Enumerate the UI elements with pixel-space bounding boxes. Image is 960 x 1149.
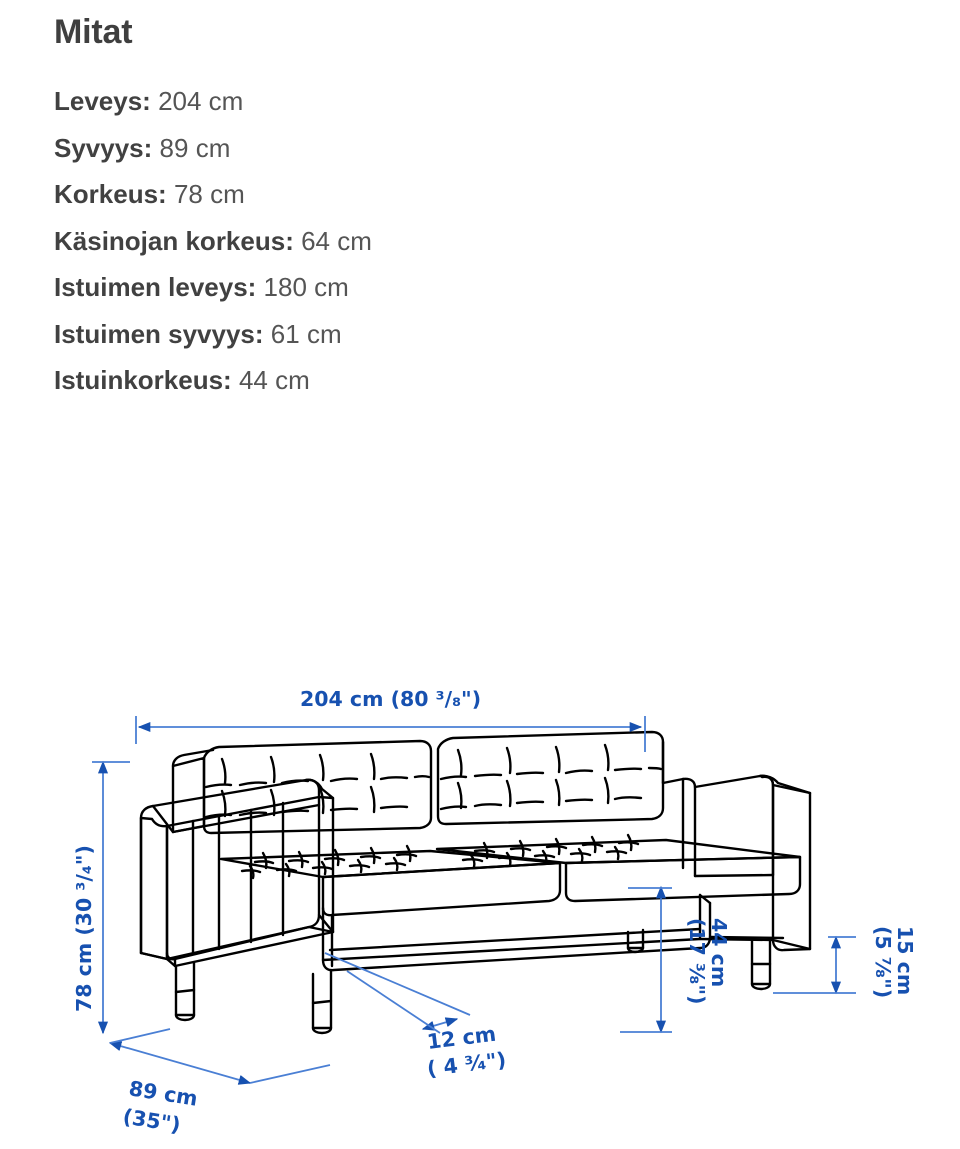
- label-depth-89cm-value: 89 cm: [127, 1076, 200, 1111]
- list-item: [54, 125, 754, 172]
- list-item: [54, 311, 754, 358]
- spec-value: 180 cm: [263, 272, 349, 302]
- list-item: [54, 171, 754, 218]
- label-foot-offset-12cm-inches: ( 4 ³⁄₄"): [425, 1047, 508, 1081]
- label-leg-height-15cm-value: 15 cm: [893, 926, 917, 996]
- label-leg-height-15cm-inches: (5 ⁷⁄₈"): [871, 926, 895, 999]
- spec-value: 78 cm: [173, 179, 245, 209]
- spec-value: 44 cm: [238, 365, 310, 395]
- dimensions-panel: [54, 0, 754, 404]
- spec-label: Korkeus:: [54, 179, 167, 209]
- label-seat-height-44cm-inches: (17 ³⁄₈"): [685, 918, 709, 1005]
- label-seat-height-44cm-value: 44 cm: [707, 918, 731, 988]
- spec-label: Istuimen syvyys:: [54, 318, 264, 349]
- list-item: [54, 218, 754, 265]
- label-depth-89cm-inches: (35"): [121, 1104, 183, 1138]
- spec-label: Leveys:: [54, 86, 151, 116]
- label-width-204cm: 204 cm (80 ³/₈"): [300, 687, 482, 711]
- dimension-labels: [72, 687, 917, 1137]
- spec-value: 89 cm: [159, 132, 231, 163]
- spec-label: Istuimen leveys:: [54, 272, 257, 302]
- list-item: [54, 357, 754, 404]
- label-height-78cm: 78 cm (30 ³/₄"): [72, 845, 96, 1012]
- list-item: [54, 264, 754, 311]
- sofa-dimension-diagram: [0, 640, 960, 1149]
- spec-value: 204 cm: [158, 86, 244, 116]
- spec-label: Istuinkorkeus:: [54, 365, 232, 395]
- list-item: [54, 78, 754, 125]
- spec-value: 64 cm: [301, 225, 372, 256]
- page-title: Mitat: [54, 13, 133, 51]
- spec-label: Syvyys:: [54, 132, 153, 163]
- dimensions-list: [54, 78, 754, 404]
- spec-value: 61 cm: [270, 318, 342, 349]
- spec-label: Käsinojan korkeus:: [54, 225, 294, 256]
- label-foot-offset-12cm-value: 12 cm: [425, 1021, 498, 1054]
